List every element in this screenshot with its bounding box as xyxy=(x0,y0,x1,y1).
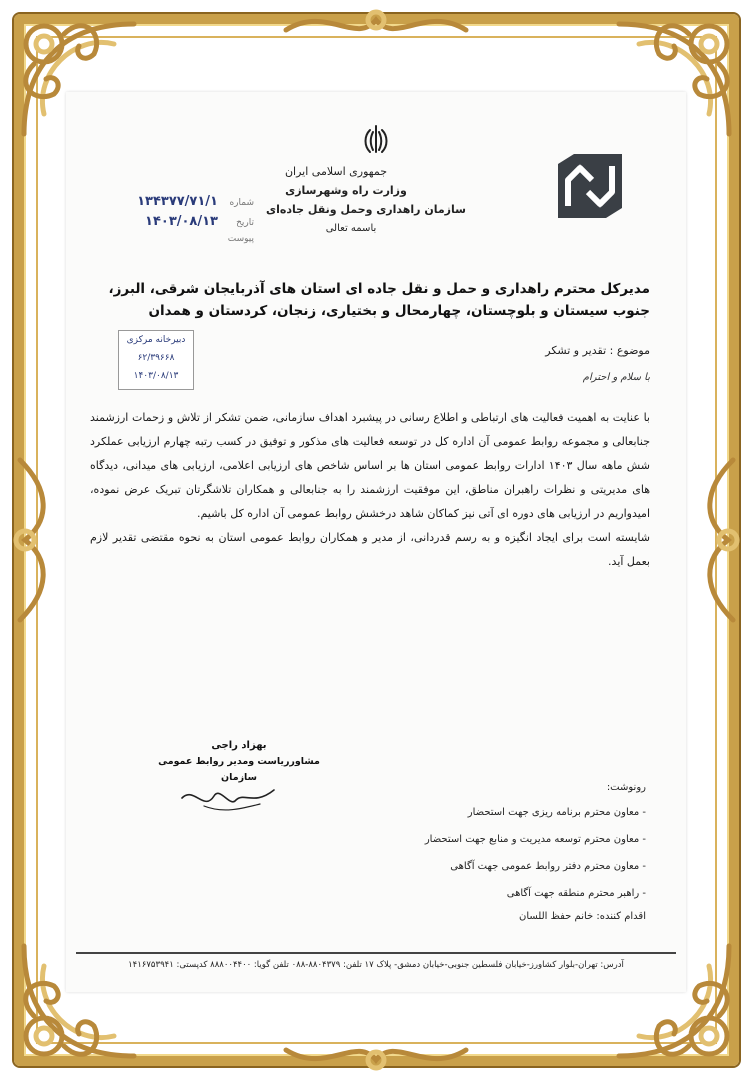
letter-number: ۱۳۴۳۷۷/۷۱/۱ xyxy=(137,194,218,209)
body-paragraph-2: شایسته است برای ایجاد انگیزه و به رسم قدردانی، از مدیر و همکاران روابط عمومی استان به نحوه مقتضی تقدیر لازم بعمل آید. xyxy=(90,531,650,568)
date-label: تاریخ xyxy=(236,218,254,228)
greeting: با سلام و احترام xyxy=(582,372,650,383)
cc-title: رونوشت: xyxy=(606,782,646,793)
cc-item: - معاون محترم توسعه مدیریت و منابع جهت استحضار xyxy=(424,834,646,845)
road-organization-logo-icon xyxy=(554,150,626,222)
organization-name: سازمان راهداری وحمل ونقل جاده‌ای xyxy=(266,203,466,216)
side-ornament-icon xyxy=(693,450,753,630)
country-name: جمهوری اسلامی ایران xyxy=(284,165,388,178)
letter-date-row xyxy=(114,214,254,234)
attachment-row xyxy=(114,234,254,254)
handwritten-signature-icon xyxy=(174,778,284,818)
attachment-label: پیوست xyxy=(227,234,254,244)
ministry-title-block xyxy=(216,162,516,238)
invocation: باسمه تعالی xyxy=(325,223,377,234)
cc-item: - معاون محترم برنامه ریزی جهت استحضار xyxy=(467,807,646,818)
signature-block xyxy=(154,738,324,786)
stamp-date: ۱۴۰۳/۰۸/۱۳ xyxy=(133,371,179,381)
action-officer: اقدام کننده: خانم حفظ اللسان xyxy=(519,911,646,922)
ministry-name: وزارت راه وشهرسازی xyxy=(285,184,407,197)
letter-page xyxy=(66,92,686,992)
secretariat-stamp xyxy=(118,330,194,390)
letter-number-row xyxy=(114,194,254,214)
letter-body xyxy=(90,406,650,574)
signatory-name: بهزاد راجی xyxy=(211,740,267,751)
letter-date: ۱۴۰۳/۰۸/۱۳ xyxy=(145,214,218,229)
addressee: مدیرکل محترم راهداری و حمل و نقل جاده ای استان های آذربایجان شرقی، البرز، جنوب سیستان و بلوچستان، چهارمحال و بختیاری، زنجان، کردستان و همدان xyxy=(108,281,650,319)
cc-item: - معاون محترم دفتر روابط عمومی جهت آگاهی xyxy=(450,861,646,872)
signatory-title: مشاوررياست ومدير روابط عمومی سازمان xyxy=(158,756,320,783)
footer-address: آدرس: تهران-بلوار کشاورز-خیابان فلسطین جنوبی-خیابان دمشق- پلاک ۱۷ تلفن: ۸۸۰۴۳۷۹-۰۸۸ تلفن گویا: ۸۸۸۰۰۴۴۰۰ کدپستی: ۱۴۱۶۷۵۳۹۴۱ xyxy=(128,960,624,970)
number-label: شماره xyxy=(229,198,254,208)
stamp-title: دبیرخانه مرکزی xyxy=(126,335,186,345)
top-ornament-icon xyxy=(276,0,476,50)
body-paragraph-1: با عنایت به اهمیت فعالیت های ارتباطی و اطلاع رسانی در پیشبرد اهداف سازمانی، ضمن تشکر از تلاش و زحمات ارزشمند جنابعالی و مجموعه روابط عمومی آن اداره کل در توسعه فعالیت های مذکور و توفیق در کسب رتبه چهارم ارزیابی عملکرد شش ماهه سال ۱۴۰۳ ادارات روابط عمومی استان ها بر اساس شاخص های ارزیابی اعلامی، ارزیابی های میدانی، دیدگاه های مدیریتی و نظرات راهبران مناطق، این موفقیت ارزشمند را به جنابعالی و همکاران تلاشگرتان تبریک عرض نموده، امیدواریم در ارزیابی های دوره ای آتی نیز کماکان شاهد درخشش روابط عمومی آن اداره کل باشیم. xyxy=(90,411,651,520)
cc-item: - راهبر محترم منطقه جهت آگاهی xyxy=(506,888,646,899)
stamp-number: ۶۲/۳۹۶۶۸ xyxy=(137,353,175,363)
footer-divider xyxy=(76,952,676,954)
bottom-ornament-icon xyxy=(276,1030,476,1080)
side-ornament-icon xyxy=(0,450,60,630)
letterhead xyxy=(66,122,686,272)
iran-emblem-icon xyxy=(358,122,394,158)
carbon-copy-list xyxy=(346,782,646,927)
letter-meta xyxy=(114,194,254,254)
subject-line: موضوع : تقدیر و تشکر xyxy=(545,344,650,357)
